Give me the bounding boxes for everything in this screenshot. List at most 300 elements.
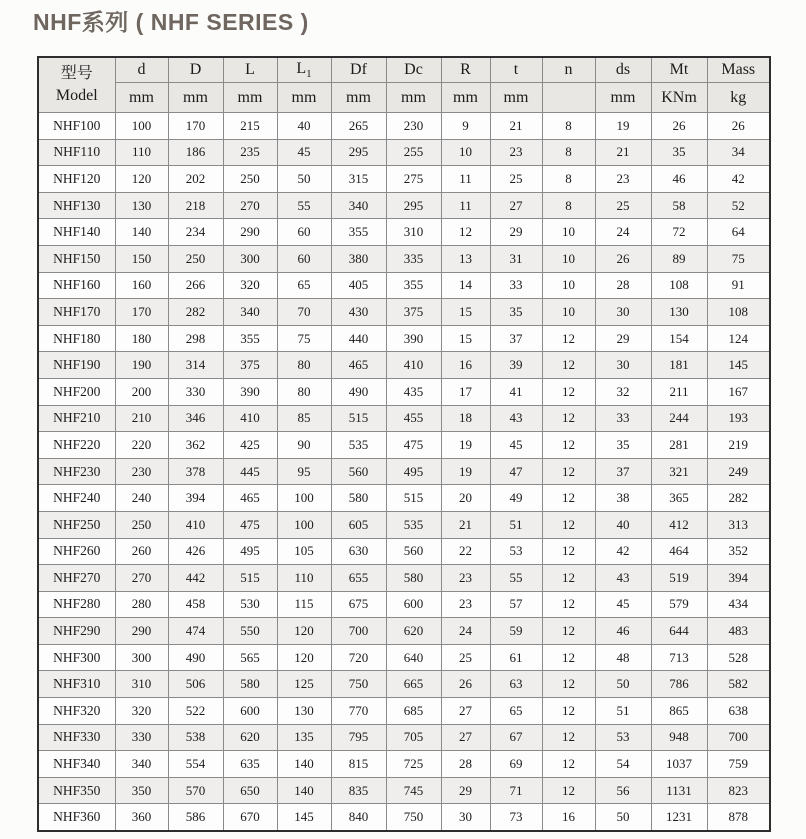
cell-mass: 124 [707, 325, 770, 352]
cell-l: 530 [223, 591, 277, 618]
cell-d: 350 [115, 777, 168, 804]
cell-mt: 948 [651, 724, 707, 751]
cell-r: 29 [441, 777, 490, 804]
cell-d: 140 [115, 219, 168, 246]
cell-df: 580 [331, 485, 386, 512]
cell-d: 190 [115, 352, 168, 379]
cell-dc: 580 [386, 565, 441, 592]
cell-d: 220 [115, 432, 168, 459]
cell-ds: 21 [595, 139, 651, 166]
column-unit-mm: mm [115, 83, 168, 113]
cell-mass: 352 [707, 538, 770, 565]
cell-d: 490 [168, 644, 223, 671]
cell-d: 298 [168, 325, 223, 352]
cell-mt: 108 [651, 272, 707, 299]
page-title: NHF系列 ( NHF SERIES ) [33, 9, 309, 35]
cell-dc: 375 [386, 299, 441, 326]
cell-mt: 713 [651, 644, 707, 671]
cell-r: 9 [441, 113, 490, 140]
cell-d: 218 [168, 192, 223, 219]
cell-mass: 700 [707, 724, 770, 751]
cell-d: 240 [115, 485, 168, 512]
cell-r: 22 [441, 538, 490, 565]
cell-l: 565 [223, 644, 277, 671]
cell-mt: 211 [651, 378, 707, 405]
cell-d: 270 [115, 565, 168, 592]
cell-d: 362 [168, 432, 223, 459]
cell-model: NHF220 [38, 432, 115, 459]
cell-l1: 130 [277, 698, 331, 725]
cell-dc: 685 [386, 698, 441, 725]
cell-t: 73 [490, 804, 542, 831]
cell-r: 17 [441, 378, 490, 405]
table-row-nhf150 [38, 245, 770, 272]
cell-mass: 52 [707, 192, 770, 219]
cell-mt: 26 [651, 113, 707, 140]
cell-model: NHF120 [38, 166, 115, 193]
cell-mt: 58 [651, 192, 707, 219]
cell-l1: 95 [277, 458, 331, 485]
table-row-nhf180 [38, 325, 770, 352]
cell-t: 61 [490, 644, 542, 671]
cell-df: 750 [331, 671, 386, 698]
cell-ds: 38 [595, 485, 651, 512]
cell-l: 355 [223, 325, 277, 352]
cell-l: 620 [223, 724, 277, 751]
cell-ds: 32 [595, 378, 651, 405]
cell-t: 47 [490, 458, 542, 485]
cell-l: 270 [223, 192, 277, 219]
cell-mt: 1231 [651, 804, 707, 831]
cell-df: 605 [331, 511, 386, 538]
cell-r: 18 [441, 405, 490, 432]
cell-df: 835 [331, 777, 386, 804]
cell-r: 27 [441, 698, 490, 725]
cell-df: 380 [331, 245, 386, 272]
cell-t: 31 [490, 245, 542, 272]
cell-l: 215 [223, 113, 277, 140]
cell-l1: 85 [277, 405, 331, 432]
table-row-nhf340 [38, 751, 770, 778]
cell-d: 378 [168, 458, 223, 485]
cell-model: NHF330 [38, 724, 115, 751]
cell-d: 330 [115, 724, 168, 751]
cell-df: 795 [331, 724, 386, 751]
cell-dc: 455 [386, 405, 441, 432]
cell-df: 295 [331, 139, 386, 166]
column-header-n [542, 57, 595, 83]
cell-dc: 495 [386, 458, 441, 485]
cell-ds: 56 [595, 777, 651, 804]
cell-df: 490 [331, 378, 386, 405]
cell-ds: 50 [595, 671, 651, 698]
cell-ds: 50 [595, 804, 651, 831]
column-unit-knm: KNm [651, 83, 707, 113]
cell-mass: 193 [707, 405, 770, 432]
cell-model: NHF260 [38, 538, 115, 565]
cell-mt: 464 [651, 538, 707, 565]
cell-n: 12 [542, 352, 595, 379]
cell-mt: 72 [651, 219, 707, 246]
cell-l1: 70 [277, 299, 331, 326]
cell-d: 360 [115, 804, 168, 831]
cell-n: 12 [542, 538, 595, 565]
cell-dc: 435 [386, 378, 441, 405]
cell-dc: 725 [386, 751, 441, 778]
table-row-nhf280 [38, 591, 770, 618]
cell-mt: 130 [651, 299, 707, 326]
column-label-subscript: 1 [306, 68, 312, 81]
cell-mass: 145 [707, 352, 770, 379]
cell-n: 16 [542, 804, 595, 831]
cell-model: NHF210 [38, 405, 115, 432]
cell-model: NHF100 [38, 113, 115, 140]
cell-mass: 394 [707, 565, 770, 592]
column-label: d [137, 61, 146, 78]
cell-dc: 560 [386, 538, 441, 565]
table-row-nhf190 [38, 352, 770, 379]
cell-t: 49 [490, 485, 542, 512]
cell-d: 200 [115, 378, 168, 405]
column-label: ds [615, 61, 631, 78]
cell-mass: 434 [707, 591, 770, 618]
cell-l: 465 [223, 485, 277, 512]
cell-n: 12 [542, 591, 595, 618]
cell-dc: 620 [386, 618, 441, 645]
column-label: n [564, 61, 573, 78]
cell-mass: 823 [707, 777, 770, 804]
column-unit-mm: mm [490, 83, 542, 113]
cell-r: 20 [441, 485, 490, 512]
cell-d: 280 [115, 591, 168, 618]
cell-l1: 65 [277, 272, 331, 299]
cell-l: 475 [223, 511, 277, 538]
cell-df: 720 [331, 644, 386, 671]
cell-model: NHF110 [38, 139, 115, 166]
cell-ds: 35 [595, 432, 651, 459]
cell-mass: 878 [707, 804, 770, 831]
cell-r: 16 [441, 352, 490, 379]
cell-dc: 475 [386, 432, 441, 459]
cell-t: 65 [490, 698, 542, 725]
cell-model: NHF350 [38, 777, 115, 804]
cell-t: 63 [490, 671, 542, 698]
cell-l1: 100 [277, 511, 331, 538]
cell-d: 330 [168, 378, 223, 405]
cell-mass: 26 [707, 113, 770, 140]
cell-mt: 579 [651, 591, 707, 618]
cell-d: 260 [115, 538, 168, 565]
cell-mass: 34 [707, 139, 770, 166]
cell-n: 12 [542, 458, 595, 485]
cell-n: 12 [542, 618, 595, 645]
cell-l: 670 [223, 804, 277, 831]
cell-dc: 390 [386, 325, 441, 352]
column-header-mass [707, 57, 770, 83]
cell-df: 440 [331, 325, 386, 352]
cell-t: 39 [490, 352, 542, 379]
column-header-l1 [277, 57, 331, 83]
cell-dc: 640 [386, 644, 441, 671]
cell-mass: 249 [707, 458, 770, 485]
cell-l: 250 [223, 166, 277, 193]
table-row-nhf210 [38, 405, 770, 432]
cell-d: 210 [115, 405, 168, 432]
cell-l: 390 [223, 378, 277, 405]
cell-t: 25 [490, 166, 542, 193]
cell-n: 8 [542, 113, 595, 140]
cell-l: 320 [223, 272, 277, 299]
cell-t: 57 [490, 591, 542, 618]
cell-mt: 786 [651, 671, 707, 698]
cell-d: 314 [168, 352, 223, 379]
column-label: Df [350, 61, 367, 78]
table-row-nhf270 [38, 565, 770, 592]
cell-df: 355 [331, 219, 386, 246]
cell-ds: 54 [595, 751, 651, 778]
cell-ds: 30 [595, 299, 651, 326]
table-row-nhf110 [38, 139, 770, 166]
cell-n: 12 [542, 378, 595, 405]
cell-d: 474 [168, 618, 223, 645]
column-label: Mass [721, 61, 756, 78]
column-label: R [460, 61, 471, 78]
column-header-d [115, 57, 168, 83]
cell-t: 69 [490, 751, 542, 778]
cell-df: 405 [331, 272, 386, 299]
cell-t: 29 [490, 219, 542, 246]
cell-mt: 1131 [651, 777, 707, 804]
column-header-model [38, 57, 115, 113]
model-header-en: Model [55, 87, 98, 104]
cell-df: 560 [331, 458, 386, 485]
cell-mass: 42 [707, 166, 770, 193]
cell-t: 23 [490, 139, 542, 166]
cell-dc: 515 [386, 485, 441, 512]
column-unit-mm: mm [386, 83, 441, 113]
cell-l1: 45 [277, 139, 331, 166]
cell-dc: 355 [386, 272, 441, 299]
table-row-nhf220 [38, 432, 770, 459]
cell-d: 266 [168, 272, 223, 299]
cell-ds: 30 [595, 352, 651, 379]
cell-n: 12 [542, 671, 595, 698]
cell-n: 12 [542, 405, 595, 432]
cell-dc: 705 [386, 724, 441, 751]
column-header-t [490, 57, 542, 83]
cell-d: 130 [115, 192, 168, 219]
cell-mass: 64 [707, 219, 770, 246]
cell-mt: 1037 [651, 751, 707, 778]
cell-l1: 135 [277, 724, 331, 751]
cell-n: 12 [542, 724, 595, 751]
cell-dc: 255 [386, 139, 441, 166]
cell-mt: 644 [651, 618, 707, 645]
table-row-nhf240 [38, 485, 770, 512]
cell-t: 45 [490, 432, 542, 459]
cell-mass: 75 [707, 245, 770, 272]
cell-d: 340 [115, 751, 168, 778]
cell-model: NHF280 [38, 591, 115, 618]
cell-dc: 535 [386, 511, 441, 538]
model-header-cn: 型号 [60, 65, 93, 83]
cell-r: 21 [441, 511, 490, 538]
cell-d: 442 [168, 565, 223, 592]
cell-l1: 140 [277, 751, 331, 778]
cell-ds: 48 [595, 644, 651, 671]
cell-ds: 46 [595, 618, 651, 645]
cell-r: 11 [441, 192, 490, 219]
cell-n: 12 [542, 777, 595, 804]
cell-d: 394 [168, 485, 223, 512]
cell-df: 265 [331, 113, 386, 140]
cell-d: 170 [115, 299, 168, 326]
cell-d: 538 [168, 724, 223, 751]
cell-d: 250 [115, 511, 168, 538]
table-row-nhf140 [38, 219, 770, 246]
cell-mass: 483 [707, 618, 770, 645]
cell-d: 586 [168, 804, 223, 831]
cell-r: 25 [441, 644, 490, 671]
cell-dc: 410 [386, 352, 441, 379]
cell-l1: 55 [277, 192, 331, 219]
cell-df: 655 [331, 565, 386, 592]
cell-dc: 275 [386, 166, 441, 193]
cell-model: NHF290 [38, 618, 115, 645]
cell-d: 170 [168, 113, 223, 140]
cell-df: 315 [331, 166, 386, 193]
cell-r: 15 [441, 325, 490, 352]
cell-l: 550 [223, 618, 277, 645]
table-row-nhf310 [38, 671, 770, 698]
cell-r: 23 [441, 565, 490, 592]
column-header-dc [386, 57, 441, 83]
cell-t: 55 [490, 565, 542, 592]
column-header-mt [651, 57, 707, 83]
table-row-nhf350 [38, 777, 770, 804]
cell-l: 290 [223, 219, 277, 246]
cell-r: 27 [441, 724, 490, 751]
cell-r: 13 [441, 245, 490, 272]
cell-r: 30 [441, 804, 490, 831]
cell-l1: 110 [277, 565, 331, 592]
cell-d: 426 [168, 538, 223, 565]
cell-d: 554 [168, 751, 223, 778]
table-header [38, 57, 770, 113]
cell-dc: 230 [386, 113, 441, 140]
cell-d: 230 [115, 458, 168, 485]
cell-t: 51 [490, 511, 542, 538]
table-body [38, 113, 770, 832]
cell-t: 27 [490, 192, 542, 219]
table-row-nhf230 [38, 458, 770, 485]
cell-mass: 219 [707, 432, 770, 459]
cell-l1: 60 [277, 245, 331, 272]
table-row-nhf100 [38, 113, 770, 140]
cell-d: 290 [115, 618, 168, 645]
cell-model: NHF340 [38, 751, 115, 778]
cell-model: NHF310 [38, 671, 115, 698]
cell-d: 282 [168, 299, 223, 326]
cell-d: 310 [115, 671, 168, 698]
table-row-nhf250 [38, 511, 770, 538]
cell-n: 12 [542, 485, 595, 512]
cell-n: 12 [542, 511, 595, 538]
cell-d: 202 [168, 166, 223, 193]
cell-l: 600 [223, 698, 277, 725]
cell-n: 12 [542, 698, 595, 725]
cell-n: 12 [542, 432, 595, 459]
cell-model: NHF200 [38, 378, 115, 405]
cell-mt: 321 [651, 458, 707, 485]
table-row-nhf160 [38, 272, 770, 299]
column-unit-kg: kg [707, 83, 770, 113]
cell-l1: 120 [277, 618, 331, 645]
cell-d: 300 [115, 644, 168, 671]
cell-mt: 865 [651, 698, 707, 725]
cell-l: 650 [223, 777, 277, 804]
cell-t: 43 [490, 405, 542, 432]
nhf-series-spec-table [37, 56, 771, 832]
cell-d: 110 [115, 139, 168, 166]
cell-l: 495 [223, 538, 277, 565]
cell-model: NHF270 [38, 565, 115, 592]
cell-dc: 745 [386, 777, 441, 804]
cell-d: 180 [115, 325, 168, 352]
cell-df: 770 [331, 698, 386, 725]
column-header-l [223, 57, 277, 83]
cell-l: 300 [223, 245, 277, 272]
cell-dc: 310 [386, 219, 441, 246]
table-row-nhf300 [38, 644, 770, 671]
cell-l1: 50 [277, 166, 331, 193]
cell-l: 580 [223, 671, 277, 698]
column-label: L [245, 61, 255, 78]
cell-mt: 46 [651, 166, 707, 193]
cell-r: 19 [441, 458, 490, 485]
column-header-ds [595, 57, 651, 83]
cell-l1: 115 [277, 591, 331, 618]
cell-dc: 335 [386, 245, 441, 272]
cell-mass: 638 [707, 698, 770, 725]
cell-l: 375 [223, 352, 277, 379]
cell-ds: 23 [595, 166, 651, 193]
cell-mass: 108 [707, 299, 770, 326]
column-unit-mm: mm [223, 83, 277, 113]
cell-df: 815 [331, 751, 386, 778]
cell-mt: 244 [651, 405, 707, 432]
cell-l1: 125 [277, 671, 331, 698]
table-row-nhf360 [38, 804, 770, 831]
cell-l1: 105 [277, 538, 331, 565]
cell-model: NHF300 [38, 644, 115, 671]
cell-df: 700 [331, 618, 386, 645]
cell-t: 53 [490, 538, 542, 565]
cell-l1: 80 [277, 378, 331, 405]
cell-dc: 600 [386, 591, 441, 618]
cell-mt: 519 [651, 565, 707, 592]
cell-dc: 295 [386, 192, 441, 219]
cell-l: 235 [223, 139, 277, 166]
cell-n: 12 [542, 565, 595, 592]
cell-l1: 80 [277, 352, 331, 379]
cell-n: 12 [542, 325, 595, 352]
cell-n: 12 [542, 751, 595, 778]
cell-d: 234 [168, 219, 223, 246]
column-label: D [189, 61, 202, 78]
cell-r: 10 [441, 139, 490, 166]
cell-n: 8 [542, 192, 595, 219]
